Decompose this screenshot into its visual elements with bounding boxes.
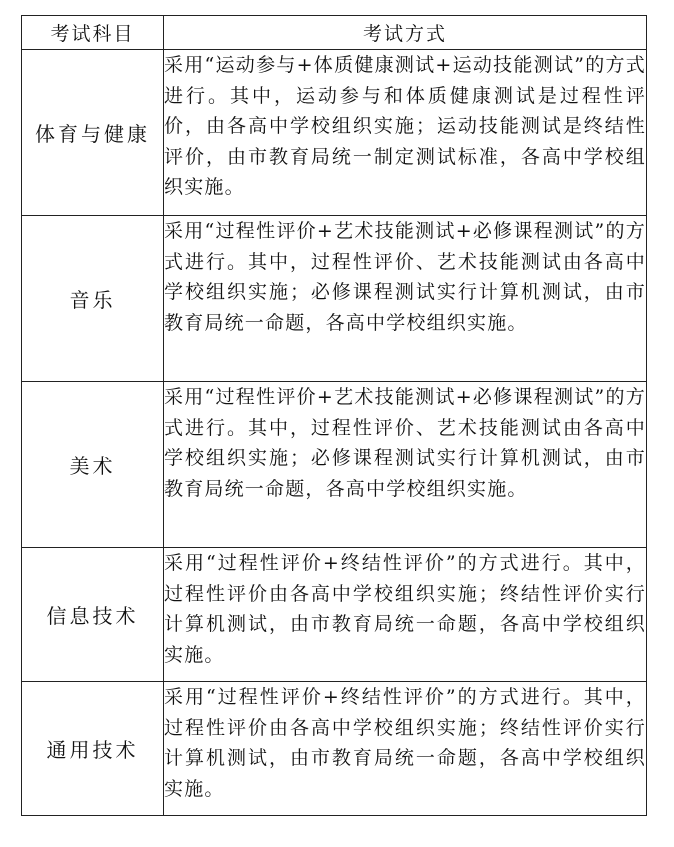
table-row-music bbox=[22, 216, 647, 382]
header-method: 考试方式 bbox=[164, 16, 647, 50]
method-cell: 采用“运动参与+体质健康测试+运动技能测试”的方式进行。其中，运动参与和体质健康测试是过程性评价，由各高中学校组织实施；运动技能测试是终结性评价，由市教育局统一制定测试标准，各高中学校组织实施。 bbox=[164, 50, 647, 216]
table-body bbox=[22, 50, 647, 816]
header-row bbox=[22, 16, 647, 50]
method-cell: 采用“过程性评价+终结性评价”的方式进行。其中，过程性评价由各高中学校组织实施；终结性评价实行计算机测试，由市教育局统一命题，各高中学校组织实施。 bbox=[164, 548, 647, 682]
subject-cell: 信息技术 bbox=[22, 548, 164, 682]
exam-method-table bbox=[21, 15, 647, 816]
method-cell: 采用“过程性评价+艺术技能测试+必修课程测试”的方式进行。其中，过程性评价、艺术技能测试由各高中学校组织实施；必修课程测试实行计算机测试，由市教育局统一命题，各高中学校组织实施。 bbox=[164, 382, 647, 548]
table-row-it bbox=[22, 548, 647, 682]
subject-cell: 音乐 bbox=[22, 216, 164, 382]
subject-cell: 体育与健康 bbox=[22, 50, 164, 216]
table-row-art bbox=[22, 382, 647, 548]
table-header bbox=[22, 16, 647, 50]
subject-cell: 美术 bbox=[22, 382, 164, 548]
table-row-gt bbox=[22, 682, 647, 816]
subject-cell: 通用技术 bbox=[22, 682, 164, 816]
method-cell: 采用“过程性评价+艺术技能测试+必修课程测试”的方式进行。其中，过程性评价、艺术技能测试由各高中学校组织实施；必修课程测试实行计算机测试，由市教育局统一命题，各高中学校组织实施。 bbox=[164, 216, 647, 382]
header-subject: 考试科目 bbox=[22, 16, 164, 50]
table-row-pe bbox=[22, 50, 647, 216]
method-cell: 采用“过程性评价+终结性评价”的方式进行。其中，过程性评价由各高中学校组织实施；终结性评价实行计算机测试，由市教育局统一命题，各高中学校组织实施。 bbox=[164, 682, 647, 816]
